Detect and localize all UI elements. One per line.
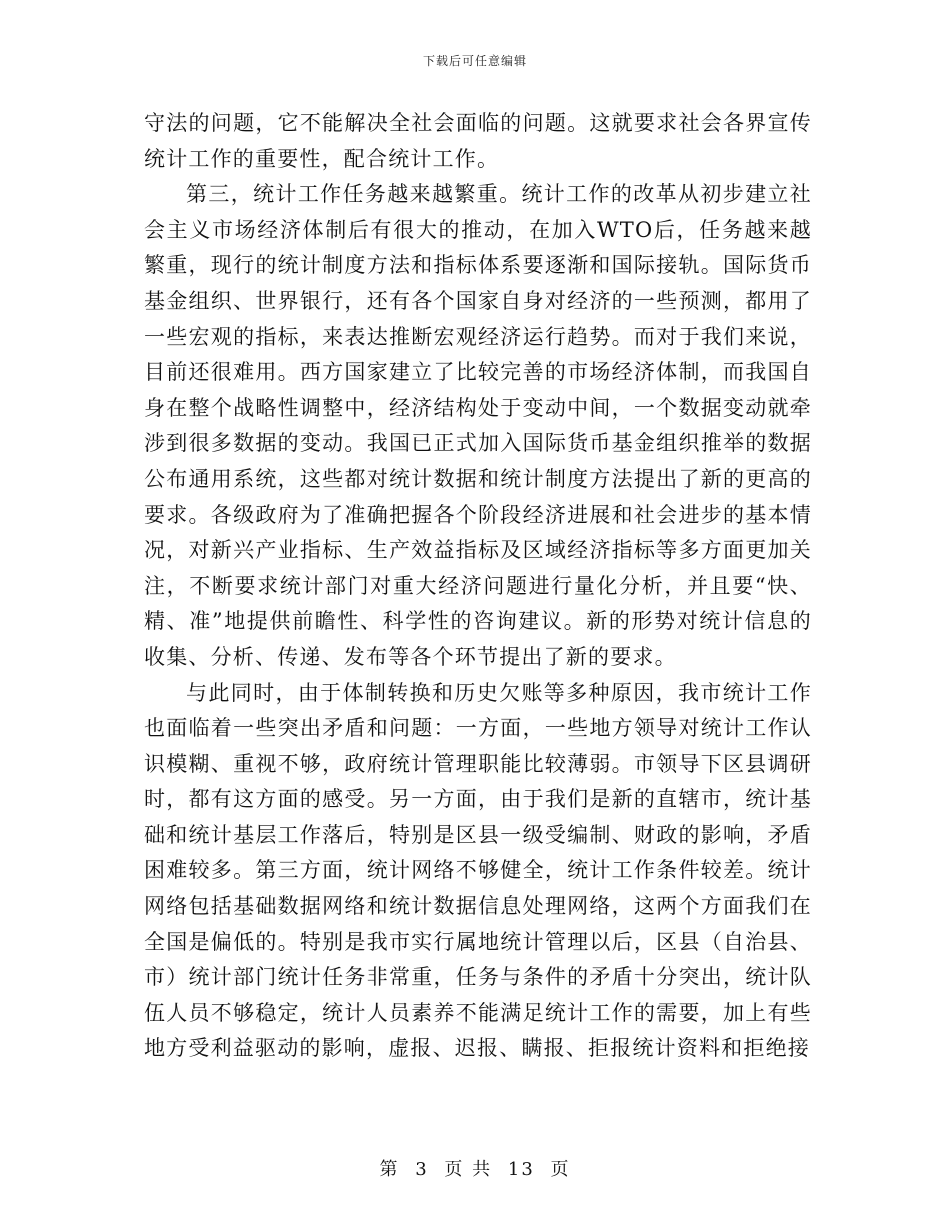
document-body — [144, 106, 812, 1067]
paragraph-third-point: 第三，统计工作任务越来越繁重。统计工作的改革从初步建立社会主义市场经济体制后有很大的推动，在加入WTO后，任务越来越繁重，现行的统计制度方法和指标体系要逐渐和国际接轨。国际货币基金组织、世界银行，还有各个国家自身对经济的一些预测，都用了一些宏观的指标，来表达推断宏观经济运行趋势。而对于我们来说，目前还很难用。西方国家建立了比较完善的市场经济体制，而我国自身在整个战略性调整中，经济结构处于变动中间，一个数据变动就牵涉到很多数据的变动。我国已正式加入国际货币基金组织推举的数据公布通用系统，这些都对统计数据和统计制度方法提出了新的更高的要求。各级政府为了准确把握各个阶段经济进展和社会进步的基本情况，对新兴产业指标、生产效益指标及区域经济指标等多方面更加关注，不断要求统计部门对重大经济问题进行量化分析，并且要“快、精、准”地提供前瞻性、科学性的咨询建议。新的形势对统计信息的收集、分析、传递、发布等各个环节提出了新的要求。 — [144, 182, 812, 669]
footer-suffix: 页 — [550, 1159, 571, 1180]
footer-prefix: 第 — [379, 1159, 400, 1180]
footer-total-pages: 13 — [507, 1159, 535, 1180]
paragraph-continuation: 守法的问题，它不能解决全社会面临的问题。这就要求社会各界宣传统计工作的重要性，配合统计工作。 — [144, 111, 812, 171]
page-header: 下载后可任意编辑 — [422, 54, 527, 68]
footer-current-page: 3 — [415, 1159, 429, 1180]
paragraph-problems: 与此同时，由于体制转换和历史欠账等多种原因，我市统计工作也面临着一些突出矛盾和问题：一方面，一些地方领导对统计工作认识模糊、重视不够，政府统计管理职能比较薄弱。市领导下区县调研时，都有这方面的感受。另一方面，由于我们是新的直辖市，统计基础和统计基层工作落后，特别是区县一级受编制、财政的影响，矛盾困难较多。第三方面，统计网络不够健全，统计工作条件较差。统计网络包括基础数据网络和统计数据信息处理网络，这两个方面我们在全国是偏低的。特别是我市实行属地统计管理以后，区县（自治县、市）统计部门统计任务非常重，任务与条件的矛盾十分突出，统计队伍人员不够稳定，统计人员素养不能满足统计工作的需要，加上有些地方受利益驱动的影响，虚报、迟报、瞒报、拒报统计资料和拒绝接 — [144, 680, 812, 1061]
footer-middle: 页 共 — [444, 1159, 493, 1180]
page-footer — [0, 1155, 950, 1181]
